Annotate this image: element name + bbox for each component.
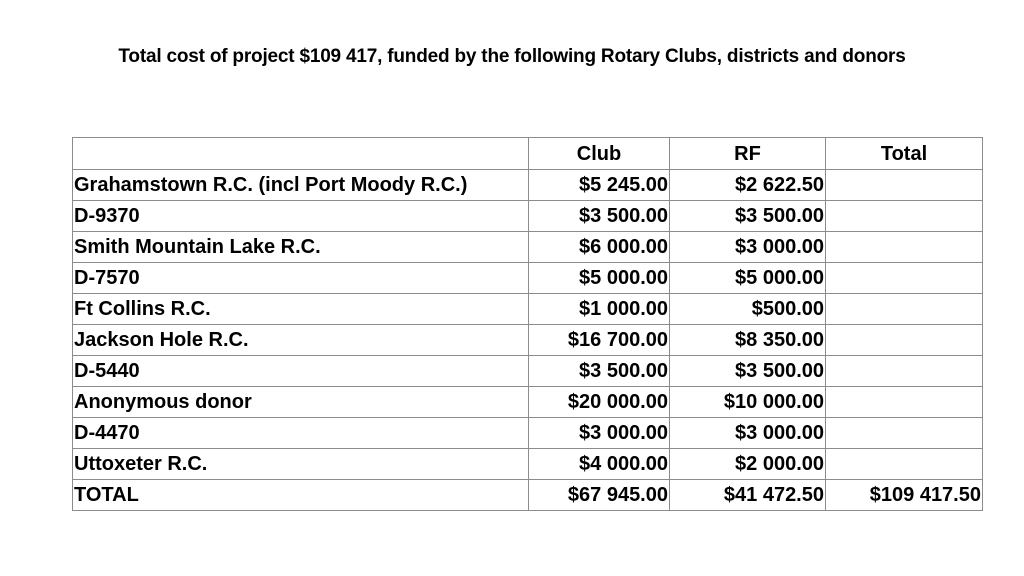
rf-amount-cell: $8 350.00 bbox=[670, 325, 826, 356]
table-header-row bbox=[73, 138, 983, 170]
table-row bbox=[73, 170, 983, 201]
rf-amount-cell: $3 500.00 bbox=[670, 201, 826, 232]
rf-total-cell: $41 472.50 bbox=[670, 480, 826, 511]
table-row bbox=[73, 263, 983, 294]
rf-amount-cell: $10 000.00 bbox=[670, 387, 826, 418]
total-amount-cell bbox=[826, 232, 983, 263]
header-name bbox=[73, 138, 529, 170]
total-amount-cell bbox=[826, 449, 983, 480]
rf-amount-cell: $2 622.50 bbox=[670, 170, 826, 201]
donor-name-cell: D-9370 bbox=[73, 201, 529, 232]
header-rf: RF bbox=[670, 138, 826, 170]
donor-name-cell: D-4470 bbox=[73, 418, 529, 449]
rf-amount-cell: $3 000.00 bbox=[670, 418, 826, 449]
total-amount-cell bbox=[826, 325, 983, 356]
donor-name-cell: Smith Mountain Lake R.C. bbox=[73, 232, 529, 263]
rf-amount-cell: $3 000.00 bbox=[670, 232, 826, 263]
funding-table bbox=[72, 137, 983, 511]
grand-total-cell: $109 417.50 bbox=[826, 480, 983, 511]
table-totals-row bbox=[73, 480, 983, 511]
totals-label: TOTAL bbox=[73, 480, 529, 511]
donor-name-cell: D-7570 bbox=[73, 263, 529, 294]
club-amount-cell: $5 245.00 bbox=[529, 170, 670, 201]
donor-name-cell: Ft Collins R.C. bbox=[73, 294, 529, 325]
club-amount-cell: $6 000.00 bbox=[529, 232, 670, 263]
club-total-cell: $67 945.00 bbox=[529, 480, 670, 511]
table-row bbox=[73, 201, 983, 232]
funding-table-body bbox=[73, 138, 983, 511]
club-amount-cell: $4 000.00 bbox=[529, 449, 670, 480]
club-amount-cell: $1 000.00 bbox=[529, 294, 670, 325]
rf-amount-cell: $500.00 bbox=[670, 294, 826, 325]
club-amount-cell: $3 000.00 bbox=[529, 418, 670, 449]
total-amount-cell bbox=[826, 418, 983, 449]
rf-amount-cell: $2 000.00 bbox=[670, 449, 826, 480]
total-amount-cell bbox=[826, 294, 983, 325]
table-row bbox=[73, 449, 983, 480]
table-row bbox=[73, 325, 983, 356]
header-club: Club bbox=[529, 138, 670, 170]
donor-name-cell: Jackson Hole R.C. bbox=[73, 325, 529, 356]
table-row bbox=[73, 356, 983, 387]
club-amount-cell: $3 500.00 bbox=[529, 201, 670, 232]
club-amount-cell: $16 700.00 bbox=[529, 325, 670, 356]
page-title: Total cost of project $109 417, funded by the following Rotary Clubs, districts and donors bbox=[118, 46, 906, 67]
club-amount-cell: $5 000.00 bbox=[529, 263, 670, 294]
donor-name-cell: D-5440 bbox=[73, 356, 529, 387]
table-row bbox=[73, 294, 983, 325]
total-amount-cell bbox=[826, 170, 983, 201]
table-row bbox=[73, 418, 983, 449]
table-row bbox=[73, 387, 983, 418]
header-total: Total bbox=[826, 138, 983, 170]
total-amount-cell bbox=[826, 201, 983, 232]
donor-name-cell: Grahamstown R.C. (incl Port Moody R.C.) bbox=[73, 170, 529, 201]
rf-amount-cell: $3 500.00 bbox=[670, 356, 826, 387]
donor-name-cell: Uttoxeter R.C. bbox=[73, 449, 529, 480]
total-amount-cell bbox=[826, 356, 983, 387]
table-row bbox=[73, 232, 983, 263]
club-amount-cell: $3 500.00 bbox=[529, 356, 670, 387]
total-amount-cell bbox=[826, 387, 983, 418]
rf-amount-cell: $5 000.00 bbox=[670, 263, 826, 294]
donor-name-cell: Anonymous donor bbox=[73, 387, 529, 418]
total-amount-cell bbox=[826, 263, 983, 294]
club-amount-cell: $20 000.00 bbox=[529, 387, 670, 418]
